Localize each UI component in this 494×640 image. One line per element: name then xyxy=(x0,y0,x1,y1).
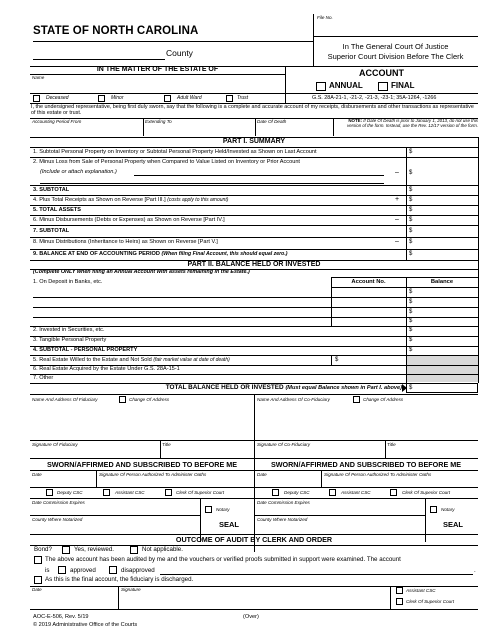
part2-line-4: 4. SUBTOTAL - PERSONAL PROPERTY xyxy=(33,347,138,353)
extending-to-field[interactable] xyxy=(143,124,255,136)
co-fiduciary-change-address-checkbox[interactable] xyxy=(353,396,360,403)
part1-line-7: 7. SUBTOTAL xyxy=(33,228,70,234)
court-line-1: In The General Court Of Justice xyxy=(342,42,449,51)
assistant-csc-checkbox-left[interactable] xyxy=(103,489,110,496)
co-fiduciary-signature-label: Signature Of Co-Fiduciary xyxy=(257,442,311,447)
disapproved-checkbox[interactable] xyxy=(109,566,117,574)
assistant-csc-label-right: Assistant CSC xyxy=(341,490,371,495)
part1-amount-4[interactable] xyxy=(416,195,478,205)
clerk-checkbox-left[interactable] xyxy=(165,489,172,496)
sworn-signature-label-right: Signature Of Person Authorized To Administer Oaths xyxy=(324,472,432,477)
copyright: © 2019 Administrative Office of the Courts xyxy=(33,622,138,628)
oath-text: I, the undersigned representative, being first duly sworn, say that the following is a complete and accurate account of my receipts, disbursements and other transactions as representative of this estate or trust. xyxy=(31,104,474,117)
part1-dollar-1: $ xyxy=(409,149,413,155)
audit-signature-label: Signature xyxy=(121,587,141,592)
deputy-csc-label-right: Deputy CSC xyxy=(284,490,310,495)
part2-dollar-2: $ xyxy=(409,327,413,333)
final-discharge-checkbox[interactable] xyxy=(34,576,42,584)
sworn-date-label-left: Date xyxy=(32,472,42,477)
audited-text: The above account has been audited by me and the vouchers or verified proofs submitted in support were examined. The account xyxy=(45,556,401,563)
gs-reference: G.S. 28A-21-1, -21-2, -21-3, -23-1; 35A-1264, -1266 xyxy=(312,95,437,101)
fiduciary-change-address-label: Change Of Address xyxy=(129,397,170,402)
approved-label: approved xyxy=(70,567,96,574)
seal-label-right: SEAL xyxy=(443,520,464,529)
part2-dollar-1a: $ xyxy=(409,289,413,295)
part1-line-2-sub: (Include or attach explanation.) xyxy=(40,169,117,175)
disapproved-label: disapproved xyxy=(121,567,155,574)
deposit-row-1[interactable] xyxy=(33,297,331,298)
part1-dollar-2: $ xyxy=(409,170,413,176)
part1-line-2: 2. Minus Loss from Sale of Personal Property when Compared to Value Listed on Inventory or Prior Account xyxy=(33,159,300,165)
county-notarized-label-right: County Where Notarized xyxy=(257,517,308,522)
minor-label: Minor xyxy=(111,95,124,101)
date-of-death-note xyxy=(336,119,478,129)
deceased-checkbox[interactable] xyxy=(33,95,40,102)
fiduciary-title-label: Title xyxy=(162,442,171,447)
file-no-box[interactable] xyxy=(313,14,478,28)
deputy-csc-label-left: Deputy CSC xyxy=(57,490,83,495)
notary-checkbox-left[interactable] xyxy=(205,506,212,513)
part1-line-4-text: 4. Plus Total Receipts as Shown on Reverse [Part III.] xyxy=(33,197,166,203)
fiduciary-name-address-field[interactable] xyxy=(30,405,254,440)
annual-checkbox[interactable] xyxy=(316,82,326,91)
period-mark: . xyxy=(474,567,476,574)
clerk-label-left: Clerk Of Superior Court xyxy=(176,490,224,495)
bond-na-checkbox[interactable] xyxy=(130,546,138,554)
extending-to-label: Extending To xyxy=(145,119,172,124)
estate-name-field[interactable] xyxy=(30,80,285,92)
part2-total-dollar: $ xyxy=(409,385,413,391)
assistant-csc-checkbox-right[interactable] xyxy=(329,489,336,496)
part1-line-2-explanation-field[interactable] xyxy=(134,168,384,176)
part1-line-6: 6. Minus Disbursements (Debts or Expenses) as Shown on Reverse [Part IV.] xyxy=(33,217,225,223)
part1-dollar-5: $ xyxy=(409,207,413,213)
state-title: STATE OF NORTH CAROLINA xyxy=(33,25,199,37)
part1-amount-2[interactable] xyxy=(416,157,478,185)
part2-line-5 xyxy=(33,357,230,364)
part2-line-5-text: 5. Real Estate Willed to the Estate and Not Sold xyxy=(33,357,152,363)
bond-na-label: Not applicable. xyxy=(142,546,183,553)
part1-sign-6: – xyxy=(395,216,399,223)
part1-dollar-9: $ xyxy=(409,251,413,257)
total-balance-field[interactable] xyxy=(406,383,478,393)
part1-amount-8[interactable] xyxy=(416,237,478,249)
file-no-label: File No. xyxy=(317,15,333,20)
commission-label-right: Date Commission Expires xyxy=(257,500,310,505)
part2-dollar-5: $ xyxy=(335,357,339,363)
part2-dollar-1d: $ xyxy=(409,318,413,324)
accounting-from-label: Accounting Period From xyxy=(32,119,82,124)
other-field[interactable] xyxy=(60,374,406,383)
notary-label-left: Notary xyxy=(216,507,230,512)
adult-ward-label: Adult Ward xyxy=(177,95,202,101)
part1-line-4-note: (costs apply to this amount) xyxy=(167,197,229,203)
part2-title: PART II. BALANCE HELD OR INVESTED xyxy=(187,261,321,268)
trust-label: Trust xyxy=(237,95,249,101)
part1-amount-6[interactable] xyxy=(416,215,478,225)
minor-checkbox[interactable] xyxy=(98,95,105,102)
audit-clerk-checkbox[interactable] xyxy=(396,598,403,605)
part1-sign-4: + xyxy=(395,196,400,203)
date-of-death-field[interactable] xyxy=(255,124,333,136)
part2-intro: (Complete ONLY when filing an Annual Account with assets remaining in the Estate.) xyxy=(33,269,250,275)
over-label: (Over) xyxy=(243,614,259,620)
sworn-title-right: SWORN/AFFIRMED AND SUBSCRIBED TO BEFORE ME xyxy=(270,460,462,469)
bond-yes-label: Yes, reviewed. xyxy=(74,546,115,553)
adult-ward-checkbox[interactable] xyxy=(164,95,171,102)
name-label: Name xyxy=(32,75,45,80)
part2-col-account: Account No. xyxy=(351,279,386,285)
deceased-label: Deceased xyxy=(46,95,69,101)
co-fiduciary-title-label: Title xyxy=(387,442,396,447)
sworn-date-label-right: Date xyxy=(257,472,267,477)
part1-amount-7[interactable] xyxy=(416,225,478,237)
form-number: AOC-E-506, Rev. 5/19 xyxy=(33,614,89,620)
deposit-row-2[interactable] xyxy=(33,307,331,308)
part1-dollar-3: $ xyxy=(409,187,413,193)
part2-line-5-note: (fair market value at date of death) xyxy=(153,357,230,363)
court-line-2: Superior Court Division Before The Clerk xyxy=(327,52,464,61)
part1-line-9-note: (When filing Final Account, this should equal zero.) xyxy=(161,251,288,257)
part1-line-9-text: 9. BALANCE AT END OF ACCOUNTING PERIOD xyxy=(33,251,160,257)
co-fiduciary-name-address-field[interactable] xyxy=(255,405,478,440)
part1-dollar-4: $ xyxy=(409,197,413,203)
audit-signature-field[interactable] xyxy=(118,592,390,609)
clerk-label-right: Clerk Of Superior Court xyxy=(402,490,450,495)
fiduciary-change-address-checkbox[interactable] xyxy=(119,396,126,403)
matter-title: IN THE MATTER OF THE ESTATE OF xyxy=(96,66,219,73)
part1-line-2-explanation-field-2[interactable] xyxy=(40,176,384,184)
part1-amount-3[interactable] xyxy=(416,185,478,195)
part1-line-1: 1. Subtotal Personal Property on Inventory or Subtotal Personal Property Held/Invested as Shown on Last Account xyxy=(33,149,317,155)
part1-line-3: 3. SUBTOTAL xyxy=(33,187,70,193)
is-label: is xyxy=(45,567,50,574)
annual-label: ANNUAL xyxy=(329,81,363,90)
part1-dollar-6: $ xyxy=(409,217,413,223)
sworn-title-left: SWORN/AFFIRMED AND SUBSCRIBED TO BEFORE ME xyxy=(46,460,238,469)
part2-shaded-5 xyxy=(407,356,478,382)
county-notarized-label-left: County Where Notarized xyxy=(32,517,83,522)
part2-total-note: (Must equal Balance shown in Part I. above) xyxy=(285,385,402,391)
fiduciary-name-label: Name And Address Of Fiduciary xyxy=(32,397,98,402)
deposit-row-3[interactable] xyxy=(33,317,331,318)
final-discharge-text: As this is the final account, the fiduciary is discharged. xyxy=(45,576,194,583)
notary-label-right: Notary xyxy=(441,507,455,512)
audited-checkbox[interactable] xyxy=(34,556,42,564)
part2-total xyxy=(30,384,402,391)
part2-dollar-1c: $ xyxy=(409,309,413,315)
audit-date-label: Date xyxy=(32,587,42,592)
part2-line-7: 7. Other xyxy=(33,375,54,381)
final-checkbox[interactable] xyxy=(378,82,388,91)
note-bold: NOTE: xyxy=(348,118,363,123)
part2-dollar-3: $ xyxy=(409,337,413,343)
part2-total-text: TOTAL BALANCE HELD OR INVESTED xyxy=(165,384,284,391)
part2-dollar-4: $ xyxy=(409,347,413,353)
part1-amount-1[interactable] xyxy=(416,147,478,157)
audit-assistant-label: Assistant CSC xyxy=(406,588,436,593)
part2-line-6: 6. Real Estate Acquired by the Estate Under G.S. 28A-15-1 xyxy=(33,366,180,372)
audit-clerk-label: Clerk Of Superior Court xyxy=(406,599,454,604)
county-field[interactable] xyxy=(33,50,165,60)
part1-line-8: 8. Minus Distributions (Inheritance to Heirs) as Shown on Reverse [Part V.] xyxy=(33,239,218,245)
date-of-death-label: Date Of Death xyxy=(257,119,287,124)
part2-line-2: 2. Invested in Securities, etc. xyxy=(33,327,105,333)
account-title: ACCOUNT xyxy=(359,68,404,78)
deputy-csc-checkbox-right[interactable] xyxy=(272,489,279,496)
audit-title: OUTCOME OF AUDIT BY CLERK AND ORDER xyxy=(175,535,333,544)
part1-line-5: 5. TOTAL ASSETS xyxy=(33,207,81,213)
commission-label-left: Date Commission Expires xyxy=(32,500,85,505)
final-label: FINAL xyxy=(391,81,415,90)
assistant-csc-label-left: Assistant CSC xyxy=(115,490,145,495)
audit-assistant-checkbox[interactable] xyxy=(396,587,403,594)
part2-line-3: 3. Tangible Personal Property xyxy=(33,337,107,343)
notary-checkbox-right[interactable] xyxy=(430,506,437,513)
disapproved-reason-field[interactable] xyxy=(160,566,473,575)
seal-label-left: SEAL xyxy=(219,520,240,529)
bond-yes-checkbox[interactable] xyxy=(62,546,70,554)
fiduciary-signature-label: Signature Of Fiduciary xyxy=(32,442,78,447)
part2-line-1: 1. On Deposit in Banks, etc. xyxy=(33,279,103,285)
co-fiduciary-name-label: Name And Address Of Co-Fiduciary xyxy=(257,397,330,402)
county-label: County xyxy=(166,48,193,58)
note-text: If Date Of Death is prior to January 1, 2013, do not use this version of the form. Instead, use the Rev. 12/17 version of the form. xyxy=(347,118,478,128)
part1-dollar-8: $ xyxy=(409,239,413,245)
co-fiduciary-change-address-label: Change Of Address xyxy=(363,397,404,402)
approved-checkbox[interactable] xyxy=(58,566,66,574)
deputy-csc-checkbox-left[interactable] xyxy=(46,489,53,496)
part1-amount-5[interactable] xyxy=(416,205,478,215)
bond-label: Bond? xyxy=(34,546,52,553)
sworn-signature-label-left: Signature Of Person Authorized To Administer Oaths xyxy=(99,472,207,477)
part1-sign-8: – xyxy=(395,238,399,245)
part1-sign-2: – xyxy=(395,169,399,176)
trust-checkbox[interactable] xyxy=(226,95,233,102)
part1-line-4 xyxy=(33,197,228,204)
accounting-from-field[interactable] xyxy=(30,124,143,136)
part1-dollar-7: $ xyxy=(409,228,413,234)
part1-line-9 xyxy=(33,251,288,258)
part2-col-balance: Balance xyxy=(430,279,454,285)
part2-dollar-1b: $ xyxy=(409,299,413,305)
part1-title: PART I. SUMMARY xyxy=(222,138,286,145)
clerk-checkbox-right[interactable] xyxy=(390,489,397,496)
